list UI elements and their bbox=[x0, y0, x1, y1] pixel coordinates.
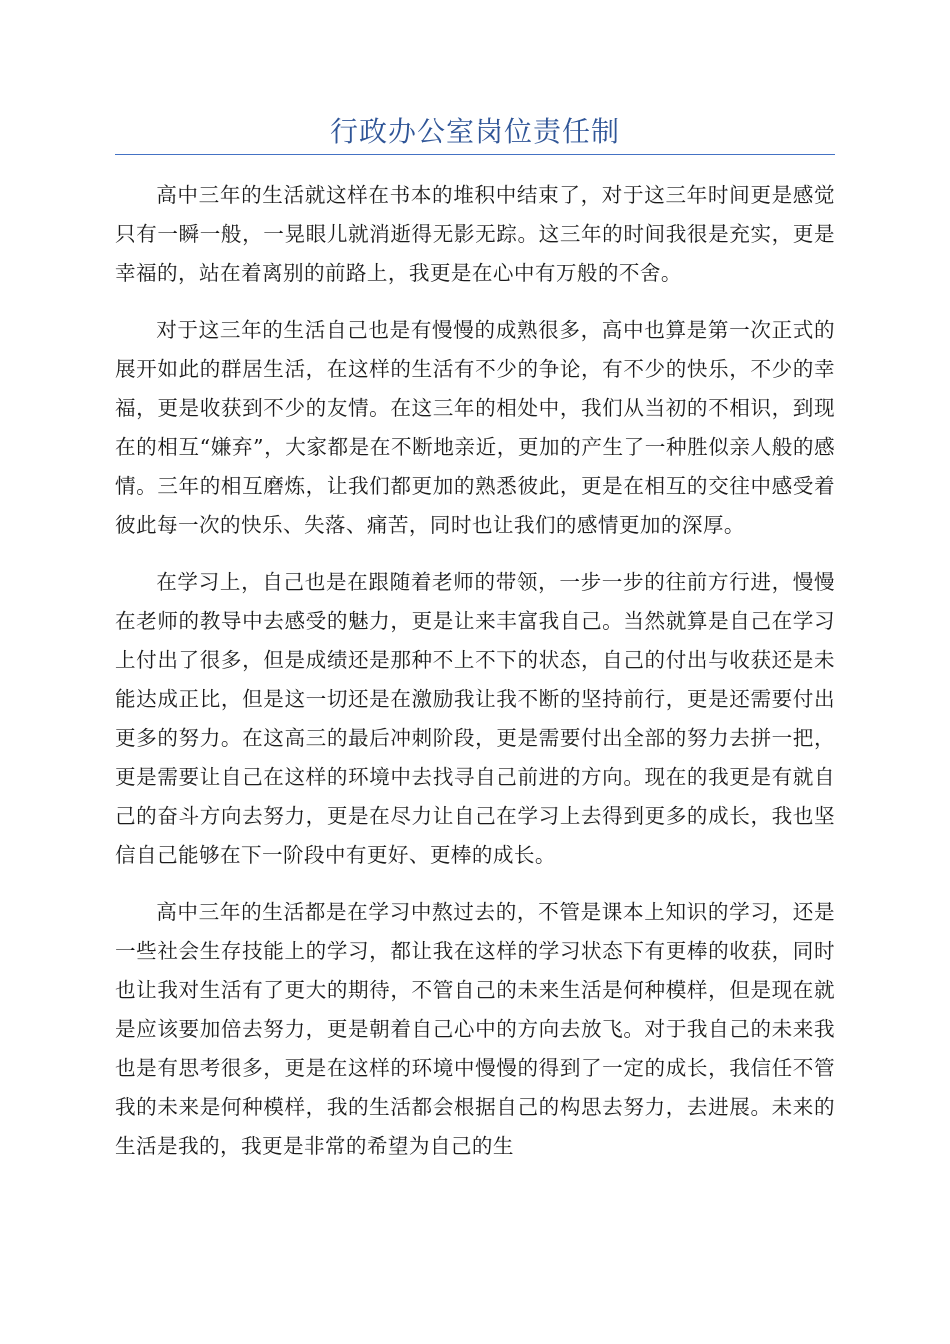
paragraph-1: 高中三年的生活就这样在书本的堆积中结束了，对于这三年时间更是感觉只有一瞬一般，一晃眼儿就消逝得无影无踪。这三年的时间我很是充实，更是幸福的，站在着离别的前路上，我更是在心中有万般的不舍。 bbox=[115, 183, 835, 285]
paragraph-4: 高中三年的生活都是在学习中熬过去的，不管是课本上知识的学习，还是一些社会生存技能上的学习，都让我在这样的学习状态下有更棒的收获，同时也让我对生活有了更大的期待，不管自己的未来生活是何种模样，但是现在就是应该要加倍去努力，更是朝着自己心中的方向去放飞。对于我自己的未来我也是有思考很多，更是在这样的环境中慢慢的得到了一定的成长，我信任不管我的未来是何种模样，我的生活都会根据自己的构思去努力，去进展。未来的生活是我的，我更是非常的希望为自己的生 bbox=[115, 900, 835, 1158]
paragraph-2: 对于这三年的生活自己也是有慢慢的成熟很多，高中也算是第一次正式的展开如此的群居生活，在这样的生活有不少的争论，有不少的快乐，不少的幸福，更是收获到不少的友情。在这三年的相处中，我们从当初的不相识，到现在的相互“嫌弃”，大家都是在不断地亲近，更加的产生了一种胜似亲人般的感情。三年的相互磨炼，让我们都更加的熟悉彼此，更是在相互的交往中感受着彼此每一次的快乐、失落、痛苦，同时也让我们的感情更加的深厚。 bbox=[115, 318, 835, 537]
document-title: 行政办公室岗位责任制 bbox=[329, 115, 620, 148]
document-body bbox=[115, 176, 835, 1184]
title-underline bbox=[115, 154, 835, 155]
paragraph-3: 在学习上，自己也是在跟随着老师的带领，一步一步的往前方行进，慢慢在老师的教导中去感受的魅力，更是让来丰富我自己。当然就算是自己在学习上付出了很多，但是成绩还是那种不上不下的状态，自己的付出与收获还是未能达成正比，但是这一切还是在激励我让我不断的坚持前行，更是还需要付出更多的努力。在这高三的最后冲刺阶段，更是需要付出全部的努力去拼一把，更是需要让自己在这样的环境中去找寻自己前进的方向。现在的我更是有就自己的奋斗方向去努力，更是在尽力让自己在学习上去得到更多的成长，我也坚信自己能够在下一阶段中有更好、更棒的成长。 bbox=[115, 570, 835, 867]
